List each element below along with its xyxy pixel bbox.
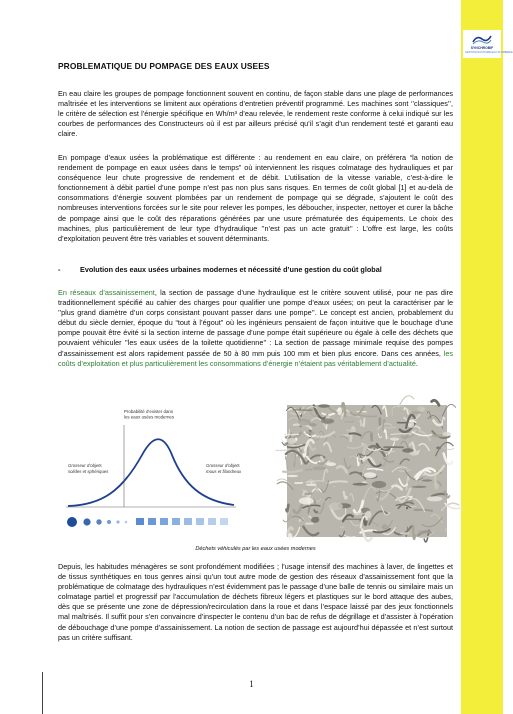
- fiber-texture: [432, 400, 439, 405]
- debris-texture: [352, 483, 367, 486]
- debris-texture: [321, 418, 334, 423]
- debris-texture: [372, 481, 386, 488]
- object-icon: [196, 518, 204, 525]
- fiber-texture: [310, 482, 311, 483]
- fiber-texture: [306, 493, 312, 494]
- company-logo: [463, 30, 513, 58]
- label-probability-line2: les eaux usées modernes: [124, 414, 175, 420]
- debris-texture: [408, 421, 414, 428]
- section-bullet: -: [58, 265, 61, 274]
- label-left-line2: solides et sphériques: [68, 469, 109, 474]
- debris-texture: [400, 532, 410, 534]
- object-icon: [125, 521, 128, 524]
- debris-texture: [390, 438, 399, 441]
- fiber-texture: [285, 456, 287, 469]
- label-probability-line1: Probabilité d’exister dans: [124, 409, 174, 414]
- logo-text: SYNCHROBIF: [470, 46, 494, 50]
- debris-texture: [407, 500, 414, 502]
- debris-texture: [337, 407, 342, 415]
- page-title: PROBLEMATIQUE DU POMPAGE DES EAUX USEES: [58, 61, 270, 71]
- highlight-reseaux: En réseaux d’assainissement: [58, 288, 155, 297]
- object-icon: [220, 518, 228, 525]
- highlight-couts: les coûts d’exploitation et plus particulièrement les consommations d’énergie n’étaient pas véritablement d’actualité: [58, 348, 453, 368]
- debris-texture: [329, 503, 343, 510]
- object-icon: [83, 518, 90, 525]
- paragraph-reseaux: [58, 288, 453, 369]
- debris-texture: [363, 472, 376, 478]
- debris-texture: [411, 411, 424, 414]
- paragraph-reseaux-end: .: [415, 358, 418, 368]
- paragraph-eaux-usees: En pompage d’eaux usées la problématique est différente : au rendement en eau claire, on préférera “la notion de rendement de pompage en eaux usées dans le temps” où interviennent les risques colmatage des hydrauliques et par conséquence leur chute progressive de rendement et de débit. L’utilisation de la vitesse variable, c’est-à-dire le fonctionnement à débit partiel d’une pompe n’est pas non plus sans risques. En termes de coût global [1] et au-delà de consommations d’énergie souvent plombées par un rendement de pompage qui se dégrade, s’ajoutent le coût des nombreuses interventions forcées sur le site pour relever les pompes, les déboucher, inspecter, nettoyer et curer la bâche de pompage ainsi que le coût des réparations générées par une usure prématurée des équipements. Le choix des machines, plus particulièrement de leur type d’hydraulique ’’n’est pas un acte gratuit’’ : L’offre est large, les coûts d’exploitation peuvent être très variables et souvent déterminants.: [58, 153, 453, 243]
- debris-texture: [318, 404, 330, 407]
- debris-texture: [299, 497, 314, 504]
- label-right-line1: Grosseur d’objets: [206, 463, 240, 468]
- section-heading: [58, 265, 382, 274]
- object-icon: [208, 518, 216, 525]
- object-size-legend: [67, 517, 228, 527]
- paragraph-eau-claire: En eau claire les groupes de pompage fonctionnent souvent en continu, de façon stable dans une plage de performances maîtrisée et les interventions se limitent aux opérations d’entretien préventif programmé. Les machines sont ‘’classiques’’, le critère de sélection est l’énergie spécifique en Wh/m³ d’eau relevée, le rendement reste conforme à celui indiqué sur les courbes de performances des Constructeurs où il est par ailleurs précisé qu’il s’agit d’un rendement testé et garanti eau claire.: [58, 89, 453, 139]
- label-left-line1: Grosseur d’objets: [68, 463, 102, 468]
- logo-tagline: GESTION NAUTISME EAU PLOMBERIE: [465, 51, 513, 54]
- label-right: [206, 463, 242, 474]
- debris-texture: [287, 475, 298, 477]
- label-right-line2: mous et filandreux: [206, 469, 242, 474]
- object-icon: [172, 518, 180, 525]
- debris-texture: [365, 511, 371, 519]
- page-number: 1: [249, 679, 254, 689]
- waste-photo: [287, 405, 447, 537]
- label-probability: [124, 409, 175, 420]
- object-icon: [136, 518, 144, 525]
- fiber-texture: [286, 505, 288, 511]
- debris-texture: [340, 526, 345, 528]
- figure-caption: Déchets véhiculés par les eaux usées modernes: [195, 546, 316, 552]
- debris-texture: [417, 406, 425, 411]
- logo-mark-icon: [471, 33, 493, 45]
- object-icon: [67, 517, 77, 527]
- object-icon: [116, 520, 119, 523]
- paragraph-habitudes: Depuis, les habitudes ménagères se sont profondément modifiées ; l’usage intensif des machines à laver, de lingettes et de tissus synthétiques en tous genres ainsi qu’un tout autre mode de gestion des réseaux d’assainissement font que la problématique de colmatage des hydrauliques n’est évidemment pas le passage d’une balle de tennis ou similaire mais un colmatage partiel et progressif par l’accumulation de déchets fibreux légers et plastiques sur le bord attaque des aubes, dès que se présente une zone de dépression/recirculation dans la roue et dans l’espace laissé par des jeux fonctionnels mal maîtrisés. Il suffit pour s’en convaincre d’inspecter le contenu d’un bac de refus de dégrillage et d’assister à l’opération de débouchage d’une pompe d’assainissement. La notion de section de passage est aujourd’hui dépassée et n’est surtout pas un critère suffisant.: [58, 562, 453, 642]
- probability-diagram: [62, 405, 242, 533]
- object-icon: [184, 518, 192, 525]
- debris-texture: [442, 432, 451, 437]
- debris-texture: [305, 431, 315, 434]
- debris-texture: [313, 466, 326, 470]
- object-icon: [107, 520, 111, 524]
- fiber-texture: [276, 450, 290, 451]
- debris-texture: [306, 484, 317, 486]
- debris-texture: [354, 513, 367, 515]
- paragraph-reseaux-text: , la section de passage d’une hydraulique est le critère souvent utilisé, pour ne pas dire traditionnellement spécifié au cahier des charges pour qualifier une pompe d’eaux usées; on peut la caractériser par le ’’plus grand diamètre d’un corps consistant pouvant passer dans une pompe’’. Le concept est ancien, probablement du début du siècle dernier, époque du “tout à l’égout” où les ingénieurs pensaient de façon intuitive que le bouchage d’une pompe pouvait être évité si la section interne de passage d’une pompe était supérieure ou égale à celle des déchets que pouvaient véhiculer ’’les eaux usées de la toilette quotidienne’’ : La section de passage minimale requise des pompes d’assainissement est alors rapidement passée de 50 à 80 mm puis 100 mm et bien plus encore. Dans ces années,: [58, 288, 453, 358]
- label-left: [68, 463, 109, 474]
- debris-texture: [422, 479, 433, 481]
- debris-texture: [311, 517, 319, 523]
- debris-texture: [427, 496, 443, 501]
- debris-texture: [326, 462, 336, 466]
- object-icon: [96, 519, 101, 524]
- debris-texture: [382, 524, 388, 530]
- debris-texture: [412, 486, 427, 488]
- fiber-texture: [360, 421, 361, 426]
- yellow-sidebar: [461, 0, 513, 714]
- debris-texture: [288, 533, 292, 540]
- debris-texture: [298, 419, 310, 426]
- section-heading-text: Evolution des eaux usées urbaines modernes et nécessité d’une gestion du coût global: [80, 265, 382, 274]
- object-icon: [148, 518, 156, 525]
- debris-texture: [402, 448, 414, 452]
- object-icon: [160, 518, 168, 525]
- debris-texture: [346, 429, 355, 431]
- debris-texture: [287, 438, 296, 444]
